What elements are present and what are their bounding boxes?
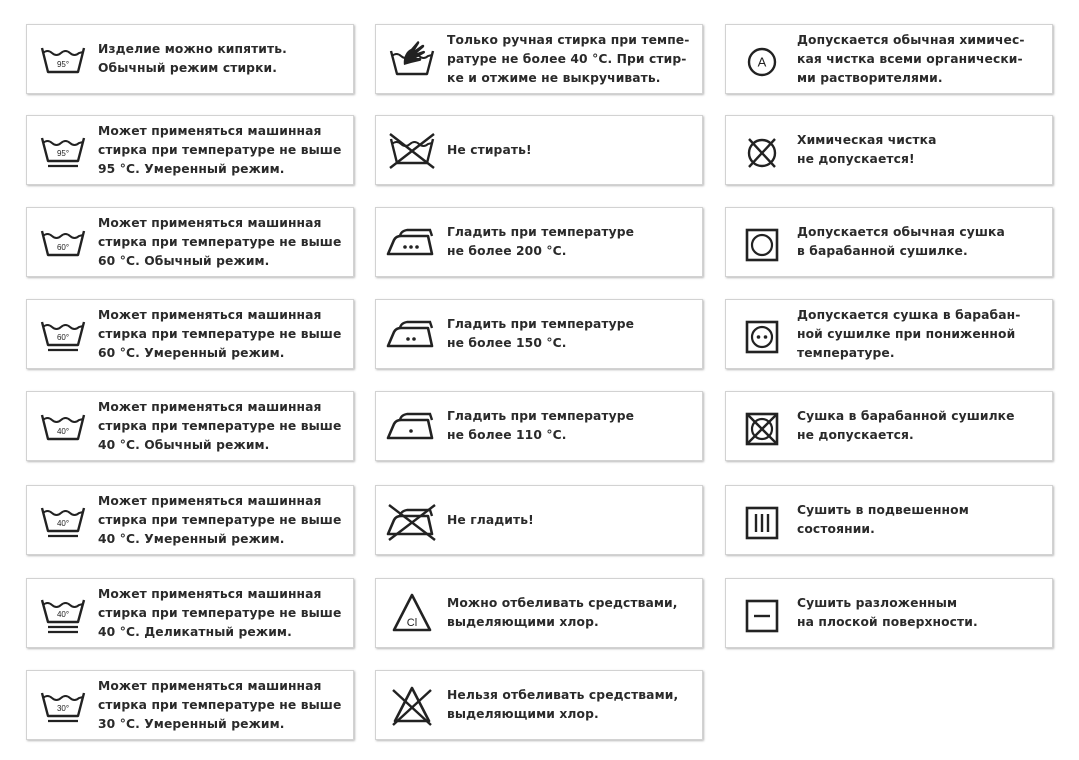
do-not-bleach-icon — [384, 677, 440, 733]
dry-clean-a-icon — [734, 31, 790, 87]
label-text: Не стирать! — [447, 142, 532, 157]
temperature-label: 60° — [56, 333, 70, 342]
label-text: Можно отбеливать средствами, выделяющими хлор. — [447, 596, 678, 629]
card-do-not-wash — [375, 115, 703, 185]
card-wash-60-gentle — [26, 299, 354, 369]
wash-40-gentle-icon — [35, 492, 91, 548]
bleach-chlorine-icon — [384, 585, 440, 641]
card-wash-95-boil — [26, 24, 354, 94]
card-do-not-tumble-dry — [725, 391, 1053, 461]
label-text: Допускается сушка в барабан- ной сушилке при пониженной температуре. — [797, 307, 1021, 360]
label-text: Гладить при температуре не более 150 °С. — [447, 317, 635, 350]
card-do-not-iron — [375, 485, 703, 555]
label-text: Сушка в барабанной сушилке не допускается. — [797, 409, 1015, 442]
solvent-label: A — [757, 54, 767, 70]
do-not-iron-icon — [384, 492, 440, 548]
label-text: Может применяться машинная стирка при температуре не выше 60 °С. Обычный режим. — [98, 215, 342, 268]
card-dry-flat — [725, 578, 1053, 648]
wash-95-gentle-icon — [35, 122, 91, 178]
card-wash-60-normal — [26, 207, 354, 277]
wash-60-normal-icon — [35, 214, 91, 270]
label-text: Сушить разложенным на плоской поверхности. — [797, 596, 978, 629]
wash-95-boil-icon — [35, 31, 91, 87]
do-not-wash-icon — [384, 122, 440, 178]
dry-flat-icon — [734, 585, 790, 641]
wash-60-gentle-icon — [35, 306, 91, 362]
label-text: Не гладить! — [447, 512, 534, 527]
iron-high-icon — [384, 214, 440, 270]
drip-dry-icon — [734, 492, 790, 548]
card-iron-high — [375, 207, 703, 277]
card-tumble-dry-normal — [725, 207, 1053, 277]
temperature-label: 40° — [56, 519, 70, 528]
label-text: Гладить при температуре не более 200 °С. — [447, 225, 635, 258]
label-text: Допускается обычная химичес- кая чистка всеми органически- ми растворителями. — [797, 32, 1025, 85]
temperature-label: 95° — [56, 60, 70, 69]
card-wash-30-gentle — [26, 670, 354, 740]
label-text: Может применяться машинная стирка при температуре не выше 40 °С. Умеренный режим. — [98, 493, 342, 546]
label-text: Нельзя отбеливать средствами, выделяющими хлор. — [447, 688, 679, 721]
label-text: Допускается обычная сушка в барабанной сушилке. — [797, 225, 1005, 258]
hand-wash-icon — [384, 31, 440, 87]
label-text: Гладить при температуре не более 110 °С. — [447, 409, 635, 442]
label-text: Только ручная стирка при темпе- ратуре не более 40 °С. При стир- ке и отжиме не выкручивать. — [447, 32, 690, 85]
card-do-not-dry-clean — [725, 115, 1053, 185]
do-not-dry-clean-icon — [734, 122, 790, 178]
temperature-label: 40° — [56, 427, 70, 436]
temperature-label: 40° — [56, 610, 70, 619]
label-text: Сушить в подвешенном состоянии. — [797, 503, 969, 536]
label-text: Может применяться машинная стирка при температуре не выше 95 °С. Умеренный режим. — [98, 123, 342, 176]
temperature-label: 95° — [56, 149, 70, 158]
wash-40-delicate-icon — [35, 585, 91, 641]
chlorine-label: Cl — [406, 617, 418, 629]
card-tumble-dry-low — [725, 299, 1053, 369]
card-wash-40-normal — [26, 391, 354, 461]
label-text: Может применяться машинная стирка при температуре не выше 40 °С. Деликатный режим. — [98, 586, 342, 639]
label-text: Изделие можно кипятить. Обычный режим стирки. — [98, 42, 287, 75]
temperature-label: 30° — [56, 704, 70, 713]
card-drip-dry — [725, 485, 1053, 555]
wash-40-normal-icon — [35, 398, 91, 454]
card-wash-95-gentle — [26, 115, 354, 185]
label-text: Может применяться машинная стирка при температуре не выше 40 °С. Обычный режим. — [98, 399, 342, 452]
card-wash-40-delicate — [26, 578, 354, 648]
tumble-dry-normal-icon — [734, 214, 790, 270]
label-text: Может применяться машинная стирка при температуре не выше 60 °С. Умеренный режим. — [98, 307, 342, 360]
card-iron-medium — [375, 299, 703, 369]
card-dry-clean-a — [725, 24, 1053, 94]
card-hand-wash — [375, 24, 703, 94]
card-wash-40-gentle — [26, 485, 354, 555]
tumble-dry-low-icon — [734, 306, 790, 362]
wash-30-gentle-icon — [35, 677, 91, 733]
do-not-tumble-dry-icon — [734, 398, 790, 454]
label-text: Может применяться машинная стирка при температуре не выше 30 °С. Умеренный режим. — [98, 678, 342, 731]
label-text: Химическая чистка не допускается! — [797, 133, 937, 166]
temperature-label: 60° — [56, 243, 70, 252]
iron-medium-icon — [384, 306, 440, 362]
card-iron-low — [375, 391, 703, 461]
iron-low-icon — [384, 398, 440, 454]
card-bleach-chlorine — [375, 578, 703, 648]
card-do-not-bleach — [375, 670, 703, 740]
